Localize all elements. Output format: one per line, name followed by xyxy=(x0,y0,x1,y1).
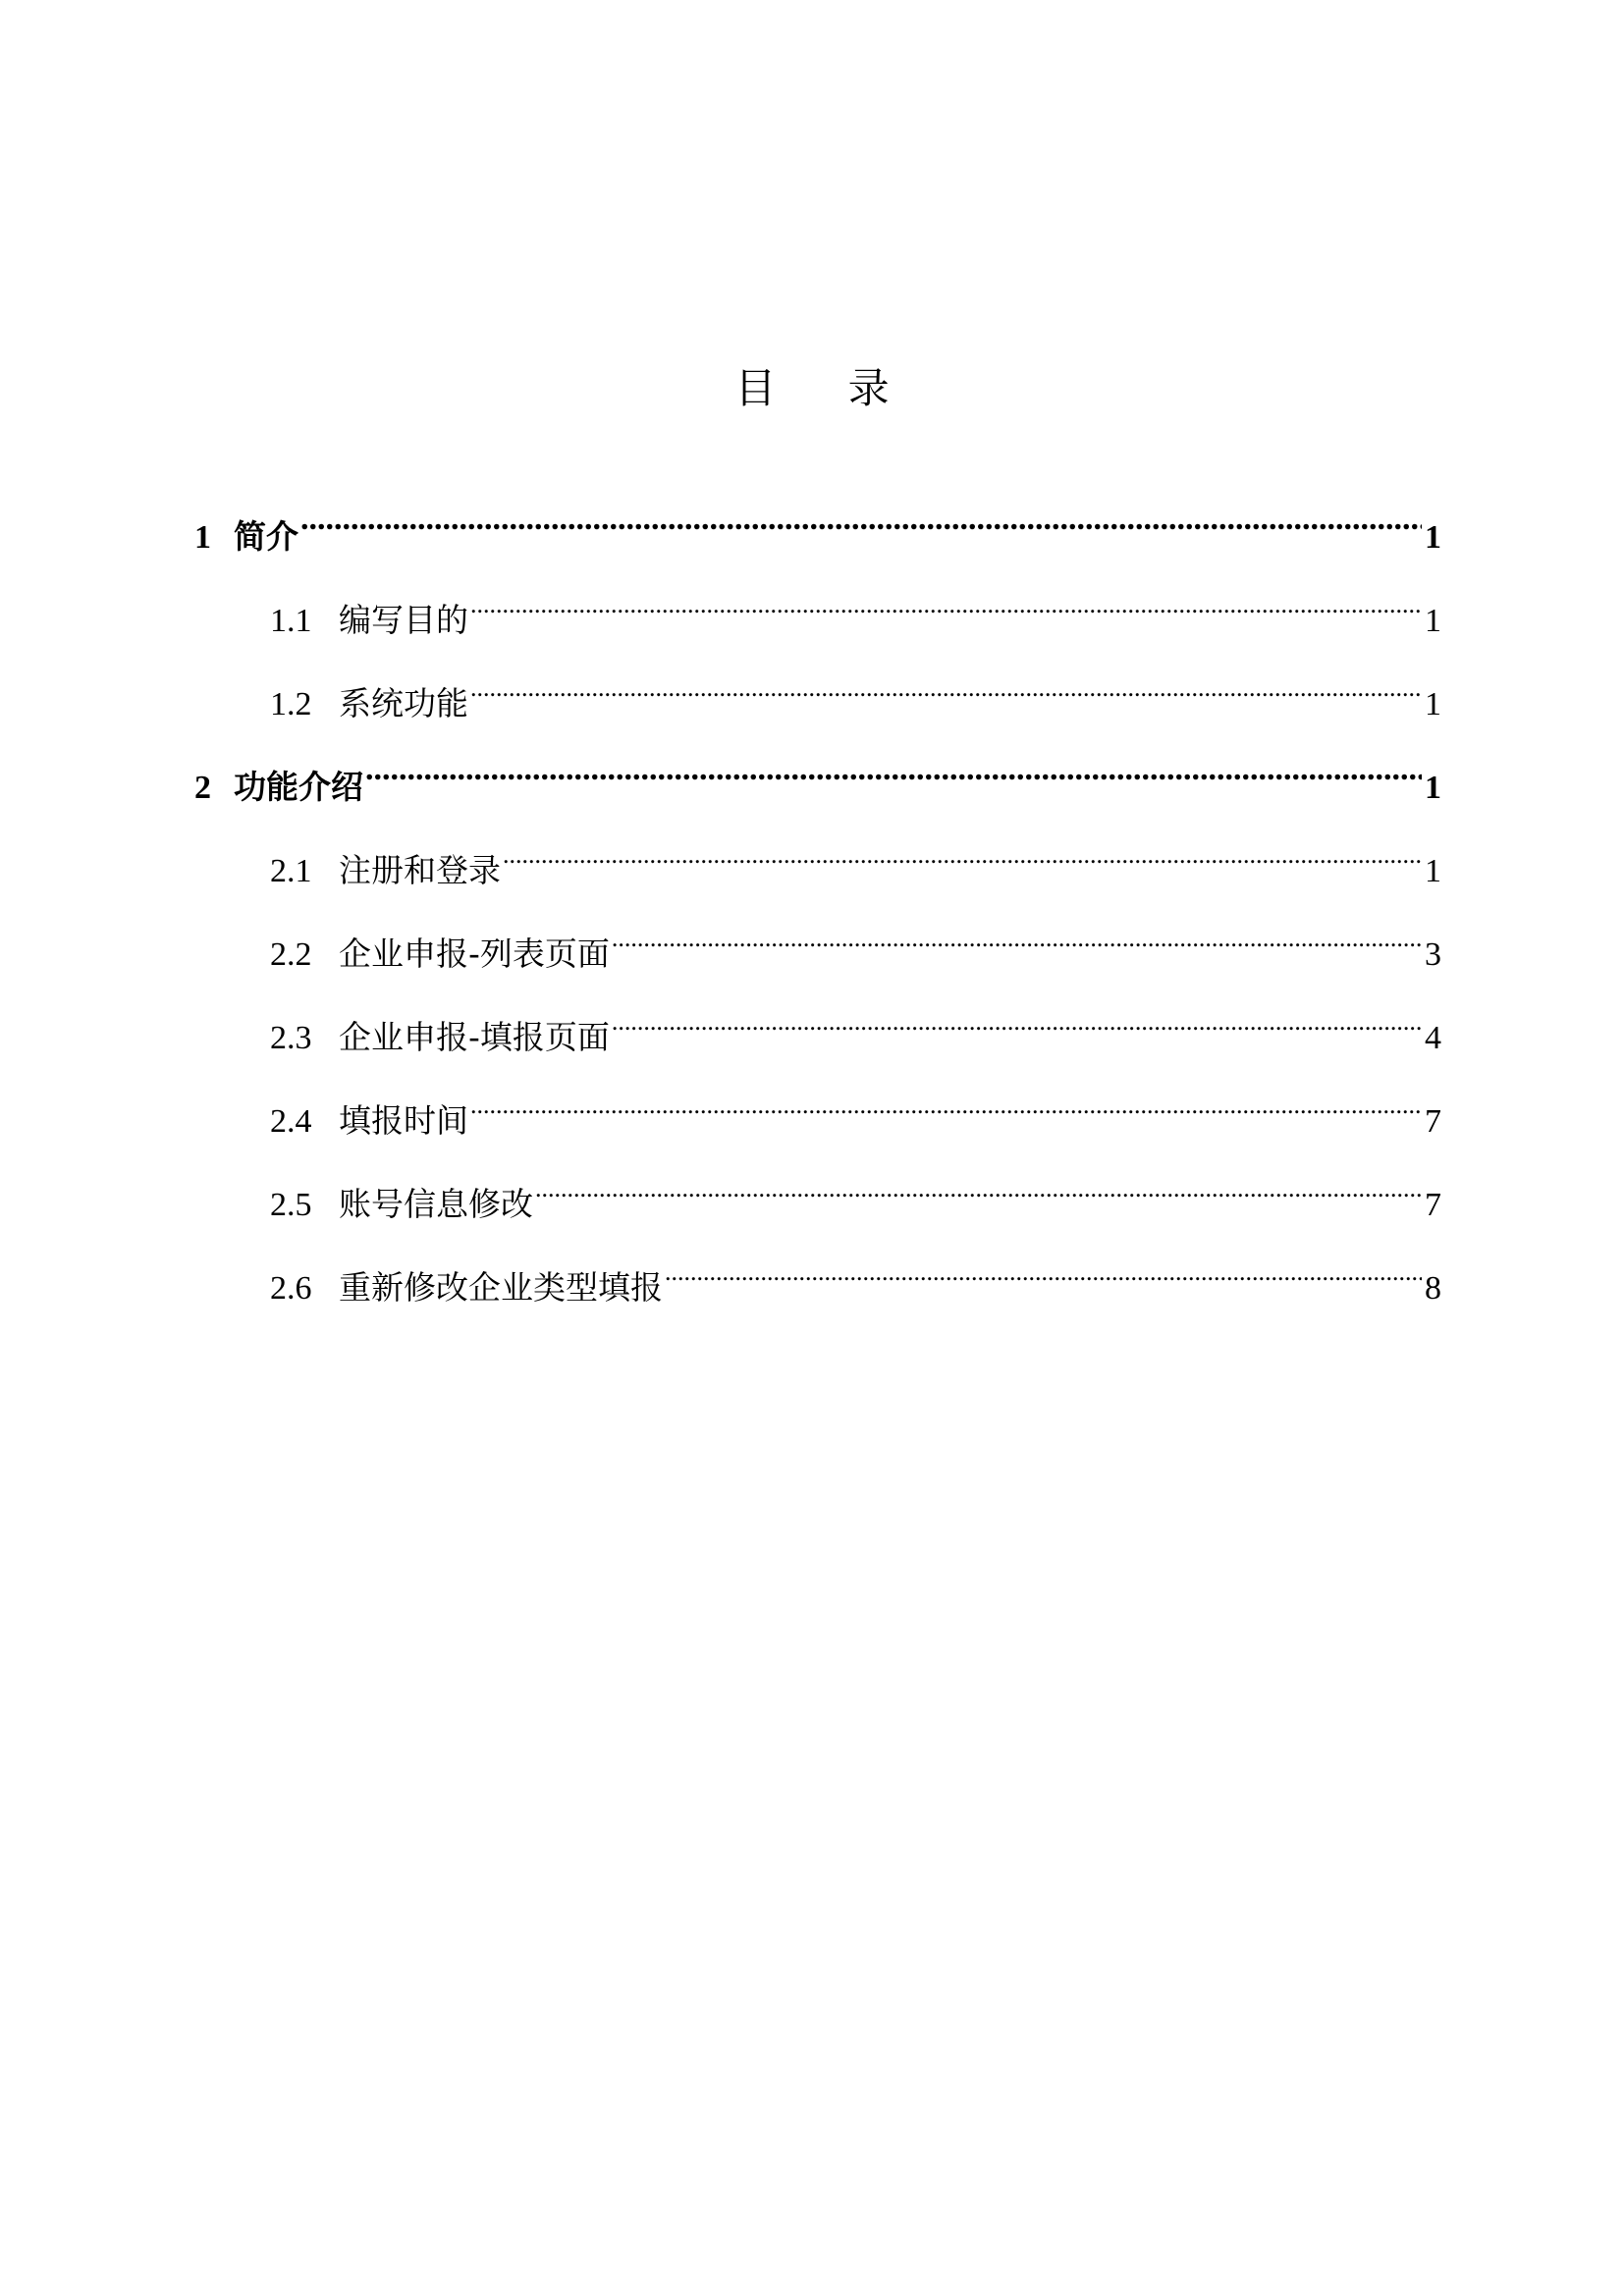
toc-entry[interactable] xyxy=(194,739,1441,806)
toc-dot-leader xyxy=(612,989,1422,1048)
toc-entry-page: 1 xyxy=(1425,770,1441,806)
toc-dot-leader xyxy=(300,489,1422,548)
toc-entry-title: 简介 xyxy=(234,517,298,556)
toc-entry[interactable] xyxy=(270,823,1441,889)
toc-entry-number: 1.1 xyxy=(270,603,312,639)
toc-dot-leader xyxy=(470,656,1422,715)
toc-entry[interactable] xyxy=(270,1156,1441,1223)
toc-entry-number: 1.2 xyxy=(270,686,312,722)
toc-entry-title: 功能介绍 xyxy=(234,768,363,806)
toc-entry[interactable] xyxy=(270,1073,1441,1140)
toc-entry[interactable] xyxy=(194,489,1441,556)
toc-dot-leader xyxy=(612,906,1422,965)
toc-entry-title: 编写目的 xyxy=(339,601,468,639)
toc-entry-number: 2.1 xyxy=(270,853,312,889)
toc-entry-page: 7 xyxy=(1425,1187,1441,1223)
toc-entry-number: 2.5 xyxy=(270,1187,312,1223)
toc-dot-leader xyxy=(365,739,1422,798)
toc-entry-page: 1 xyxy=(1425,853,1441,889)
toc-entry-title: 填报时间 xyxy=(339,1101,468,1140)
toc-entry-number: 2.2 xyxy=(270,936,312,973)
toc-dot-leader xyxy=(470,572,1422,631)
toc-entry-page: 8 xyxy=(1425,1270,1441,1307)
toc-entry-title: 注册和登录 xyxy=(339,851,501,889)
toc-entry-number: 2.3 xyxy=(270,1020,312,1056)
toc-entry-page: 1 xyxy=(1425,686,1441,722)
toc-entry-page: 7 xyxy=(1425,1103,1441,1140)
toc-entry[interactable] xyxy=(270,906,1441,973)
toc-dot-leader xyxy=(503,823,1422,881)
toc-entry-title: 账号信息修改 xyxy=(339,1185,533,1223)
toc-entry[interactable] xyxy=(270,989,1441,1056)
toc-entry[interactable] xyxy=(270,656,1441,722)
toc-entry-number: 1 xyxy=(194,519,211,556)
toc-entry-number: 2.4 xyxy=(270,1103,312,1140)
toc-entry-page: 1 xyxy=(1425,519,1441,556)
toc-entry-title: 重新修改企业类型填报 xyxy=(339,1268,663,1307)
toc-entry-page: 4 xyxy=(1425,1020,1441,1056)
toc-entry-title: 系统功能 xyxy=(339,684,468,722)
toc-dot-leader xyxy=(535,1156,1422,1215)
toc-dot-leader xyxy=(470,1073,1422,1132)
toc-entry-title: 企业申报-列表页面 xyxy=(339,934,610,973)
toc-entry-title: 企业申报-填报页面 xyxy=(339,1018,610,1056)
toc-entry[interactable] xyxy=(270,572,1441,639)
toc-title: 目 录 xyxy=(734,364,919,412)
toc-entry-number: 2 xyxy=(194,770,211,806)
toc-dot-leader xyxy=(665,1240,1422,1299)
toc-entry-page: 1 xyxy=(1425,603,1441,639)
toc-entry-number: 2.6 xyxy=(270,1270,312,1307)
toc-entry-page: 3 xyxy=(1425,936,1441,973)
toc-entry[interactable] xyxy=(270,1240,1441,1307)
